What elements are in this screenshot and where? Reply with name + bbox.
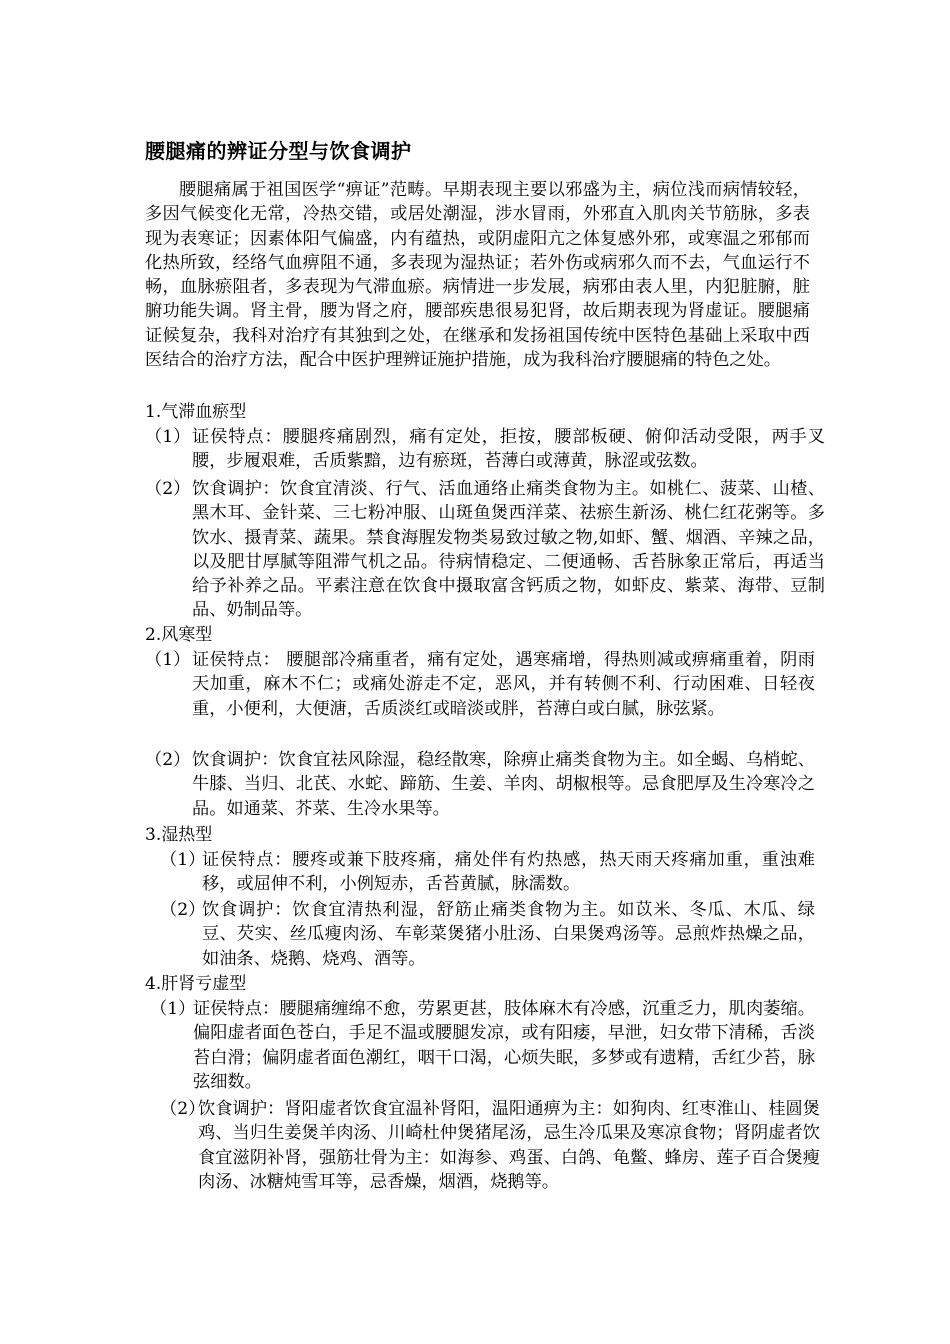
section-2-item-2 [145, 748, 815, 821]
item-body: 腰疼或兼下肢疼痛，痛处伴有灼热感，热天雨天疼痛加重，重浊难移，或屈伸不利，小例短赤，舌苔黄腻，脉濡数。 [202, 850, 815, 895]
item-label: 证侯特点： [192, 650, 281, 670]
item-body: 腰腿痛缠绵不愈，劳累更甚，肢体麻木有冷感，沉重乏力，肌肉萎缩。偏阳虚者面色苍白，手足不温或腰腿发凉，或有阳痿，早泄，妇女带下清稀，舌淡苔白滑；偏阴虚者面色潮红，咽干口渴，心烦失眠，多梦或有遗精，舌红少苔，脉弦细数。 [193, 999, 815, 1092]
section-heading-3: 3.湿热型 [145, 825, 213, 845]
section-2-item-1 [145, 648, 815, 721]
item-body: 腰腿部冷痛重者，痛有定处，遇寒痛增，得热则减或痹痛重着，阴雨天加重，麻木不仁；或痛处游走不定，恶风，并有转侧不利、行动困难、日轻夜重，小便利，大便溏，舌质淡红或暗淡或胖，苔薄白或白腻，脉弦紧。 [192, 650, 815, 719]
item-body: 饮食宜清热利湿，舒筋止痛类食物为主。如苡米、冬瓜、木瓜、绿豆、芡实、丝瓜瘦肉汤、车彰菜煲猪小肚汤、白果煲鸡汤等。忌煎炸热燥之品，如油条、烧鹅、烧鸡、酒等。 [202, 900, 815, 969]
item-label: 证侯特点： [192, 427, 283, 447]
item-label: 饮食调护： [198, 1099, 285, 1119]
item-number: （1） [145, 427, 191, 447]
item-body: 肾阳虚者饮食宜温补肾阳，温阳通痹为主：如狗肉、红枣淮山、桂圆煲鸡、当归生姜煲羊肉汤、川崎杜仲煲猪尾汤，忌生冷瓜果及寒凉食物；肾阴虚者饮食宜滋阴补肾，强筋壮骨为主：如海参、鸡蛋、白鸽、龟鳖、蜂房、莲子百合煲瘦肉汤、冰糖炖雪耳等，忌香燥，烟酒，烧鹅等。 [198, 1099, 820, 1192]
item-text [145, 648, 815, 721]
item-label: 饮食调护： [192, 750, 279, 770]
item-number: （2） [145, 750, 191, 770]
section-3-item-2 [160, 898, 815, 971]
item-number: （1） [145, 650, 191, 670]
section-heading-1: 1.气滞血瘀型 [145, 402, 247, 422]
item-text [145, 477, 825, 623]
intro-paragraph: 腰腿痛属于祖国医学“痹证”范畴。早期表现主要以邪盛为主，病位浅而病情较轻，多因气候变化无常，冷热交错，或居处潮湿，涉水冒雨，外邪直入肌肉关节筋脉，多表现为表寒证；因素体阳气偏盛，内有蕴热，或阴虚阳亢之体复感外邪，或寒温之邪郁而化热所致，经络气血痹阻不通，多表现为湿热证；若外伤或病邪久而不去，气血运行不畅，血脉瘀阻者，多表现为气滞血瘀。病情进一步发展，病邪由表人里，内犯脏腑，脏腑功能失调。肾主骨，腰为肾之府，腰部疾患很易犯肾，故后期表现为肾虚证。腰腿痛证候复杂，我科对治疗有其独到之处，在继承和发扬祖国传统中医特色基础上采取中西医结合的治疗方法，配合中医护理辨证施护措施，成为我科治疗腰腿痛的特色之处。 [145, 180, 810, 371]
section-3-item-1 [160, 848, 815, 897]
item-text [145, 425, 825, 474]
item-text [160, 848, 815, 897]
section-4-item-1 [150, 997, 815, 1094]
item-body: 饮食宜祛风除湿，稳经散寒，除痹止痛类食物为主。如全蝎、乌梢蛇、牛膝、当归、北芪、水蛇、蹄筋、生姜、羊肉、胡椒根等。忌食肥厚及生冷寒冷之品。如通菜、芥菜、生冷水果等。 [192, 750, 815, 819]
item-body: 腰腿疼痛剧烈，痛有定处，拒按，腰部板硬、俯仰活动受限，两手叉腰，步履艰难，舌质紫黯，边有瘀斑，苔薄白或薄黄，脉涩或弦数。 [192, 427, 825, 472]
item-number: （1） [160, 850, 206, 870]
item-number: （2） [160, 900, 206, 920]
item-label: 证侯特点： [202, 850, 293, 870]
item-text [145, 748, 815, 821]
item-label: 饮食调护： [202, 900, 293, 920]
item-text [150, 997, 815, 1094]
section-heading-4: 4.肝肾亏虚型 [145, 974, 247, 994]
item-number: （2） [160, 1099, 206, 1119]
item-label: 饮食调护： [192, 479, 280, 499]
page-title: 腰腿痛的辨证分型与饮食调护 [145, 139, 412, 163]
item-body: 饮食宜清淡、行气、活血通络止痛类食物为主。如桃仁、菠菜、山楂、黑木耳、金针菜、三七粉冲服、山斑鱼煲西洋菜、祛瘀生新汤、桃仁红花粥等。多饮水、摄青菜、蔬果。禁食海腥发物类易致过敏之物,如虾、蟹、烟酒、辛辣之品，以及肥甘厚腻等阻滞气机之品。待病情稳定、二便通畅、舌苔脉象正常后，再适当给予补养之品。平素注意在饮食中摄取富含钙质之物，如虾皮、紫菜、海带、豆制品、奶制品等。 [192, 479, 825, 621]
item-label: 证侯特点： [193, 999, 280, 1019]
item-number: （2） [145, 479, 191, 499]
section-4-item-2 [160, 1097, 820, 1194]
item-number: （1） [150, 999, 196, 1019]
section-1-item-1 [145, 425, 825, 474]
section-1-item-2 [145, 477, 825, 623]
item-text [160, 1097, 820, 1194]
section-heading-2: 2.风寒型 [145, 625, 213, 645]
item-text [160, 898, 815, 971]
